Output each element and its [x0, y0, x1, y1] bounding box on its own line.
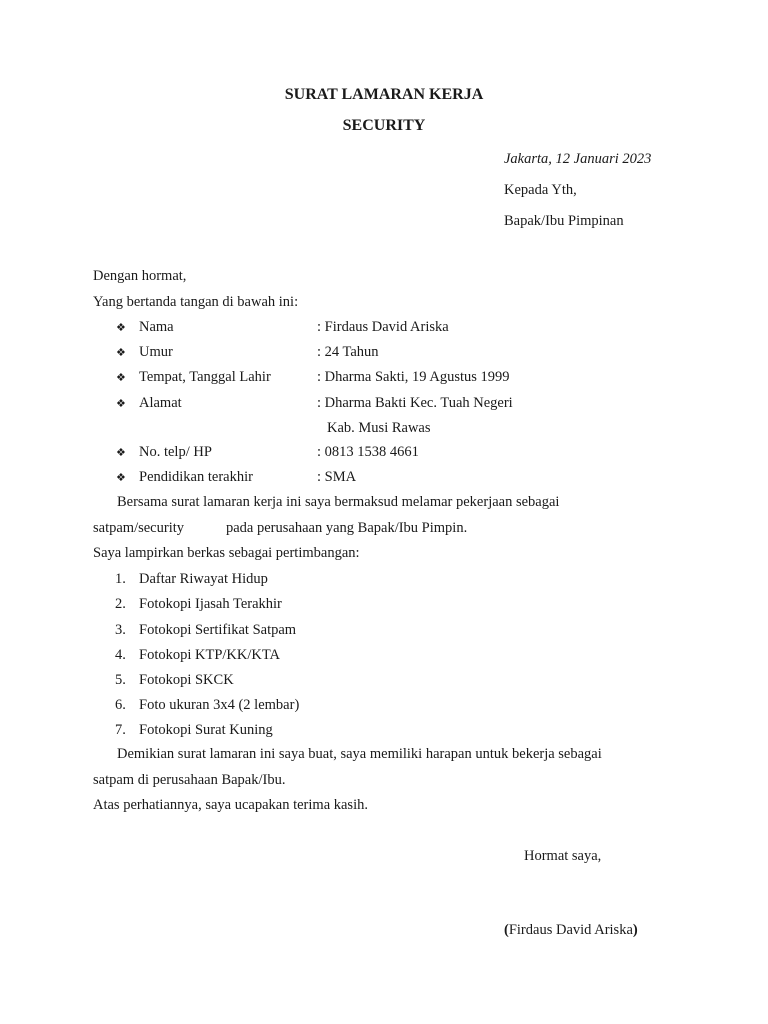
list-item: Fotokopi Sertifikat Satpam	[139, 622, 297, 638]
bullet-icon: ❖	[116, 398, 126, 410]
salutation: Dengan hormat,	[93, 268, 187, 284]
place-date: Jakarta, 12 Januari 2023	[504, 151, 652, 167]
detail-label-nama: Nama	[139, 319, 174, 335]
list-number: 4.	[115, 647, 126, 663]
bullet-icon: ❖	[116, 347, 126, 359]
list-item: Fotokopi Ijasah Terakhir	[139, 596, 282, 612]
detail-value-alamat: : Dharma Bakti Kec. Tuah Negeri	[317, 395, 513, 411]
letter-title: SURAT LAMARAN KERJA	[284, 86, 484, 103]
signature-block	[504, 922, 638, 939]
list-number: 7.	[115, 722, 126, 738]
list-number: 6.	[115, 697, 126, 713]
paragraph-1-line-2a: satpam/security	[93, 520, 185, 536]
letter-subtitle: SECURITY	[342, 117, 426, 134]
detail-label-alamat: Alamat	[139, 395, 182, 411]
list-number: 2.	[115, 596, 126, 612]
list-item: Foto ukuran 3x4 (2 lembar)	[139, 697, 300, 713]
list-number: 5.	[115, 672, 126, 688]
bullet-icon: ❖	[116, 322, 126, 334]
signature-name: Firdaus David Ariska	[508, 922, 633, 938]
detail-label-telp: No. telp/ HP	[139, 444, 212, 460]
thanks-text: Atas perhatiannya, saya ucapakan terima kasih.	[93, 797, 368, 813]
list-item: Fotokopi KTP/KK/KTA	[139, 647, 281, 663]
detail-value-umur: : 24 Tahun	[317, 344, 379, 360]
closing-line-2: satpam di perusahaan Bapak/Ibu.	[93, 772, 286, 788]
list-number: 1.	[115, 571, 126, 587]
signature-close-paren: )	[632, 922, 638, 938]
paragraph-1-line-1: Bersama surat lamaran kerja ini saya bermaksud melamar pekerjaan sebagai	[117, 494, 560, 510]
detail-value-alamat-line-2: Kab. Musi Rawas	[327, 420, 431, 436]
list-item: Fotokopi SKCK	[139, 672, 234, 688]
list-number: 3.	[115, 622, 126, 638]
closing-line-1: Demikian surat lamaran ini saya buat, saya memiliki harapan untuk bekerja sebagai	[117, 746, 602, 762]
list-item: Fotokopi Surat Kuning	[139, 722, 273, 738]
paragraph-1-line-2b: pada perusahaan yang Bapak/Ibu Pimpin.	[226, 520, 468, 536]
detail-value-nama: : Firdaus David Ariska	[317, 319, 449, 335]
signature-open-paren: (	[504, 922, 509, 938]
recipient-line-1: Kepada Yth,	[504, 182, 577, 198]
detail-label-umur: Umur	[139, 344, 173, 360]
bullet-icon: ❖	[116, 472, 126, 484]
detail-label-pendidikan: Pendidikan terakhir	[139, 469, 253, 485]
recipient-line-2: Bapak/Ibu Pimpinan	[504, 213, 624, 229]
attachments-intro: Saya lampirkan berkas sebagai pertimbangan:	[93, 545, 360, 561]
detail-value-telp: : 0813 1538 4661	[317, 444, 419, 460]
detail-value-ttl: : Dharma Sakti, 19 Agustus 1999	[317, 369, 510, 385]
bullet-icon: ❖	[116, 447, 126, 459]
list-item: Daftar Riwayat Hidup	[139, 571, 268, 587]
bullet-icon: ❖	[116, 372, 126, 384]
detail-label-ttl: Tempat, Tanggal Lahir	[139, 369, 271, 385]
intro-text: Yang bertanda tangan di bawah ini:	[93, 294, 299, 310]
detail-value-pendidikan: : SMA	[317, 469, 357, 485]
regards-text: Hormat saya,	[524, 848, 602, 864]
